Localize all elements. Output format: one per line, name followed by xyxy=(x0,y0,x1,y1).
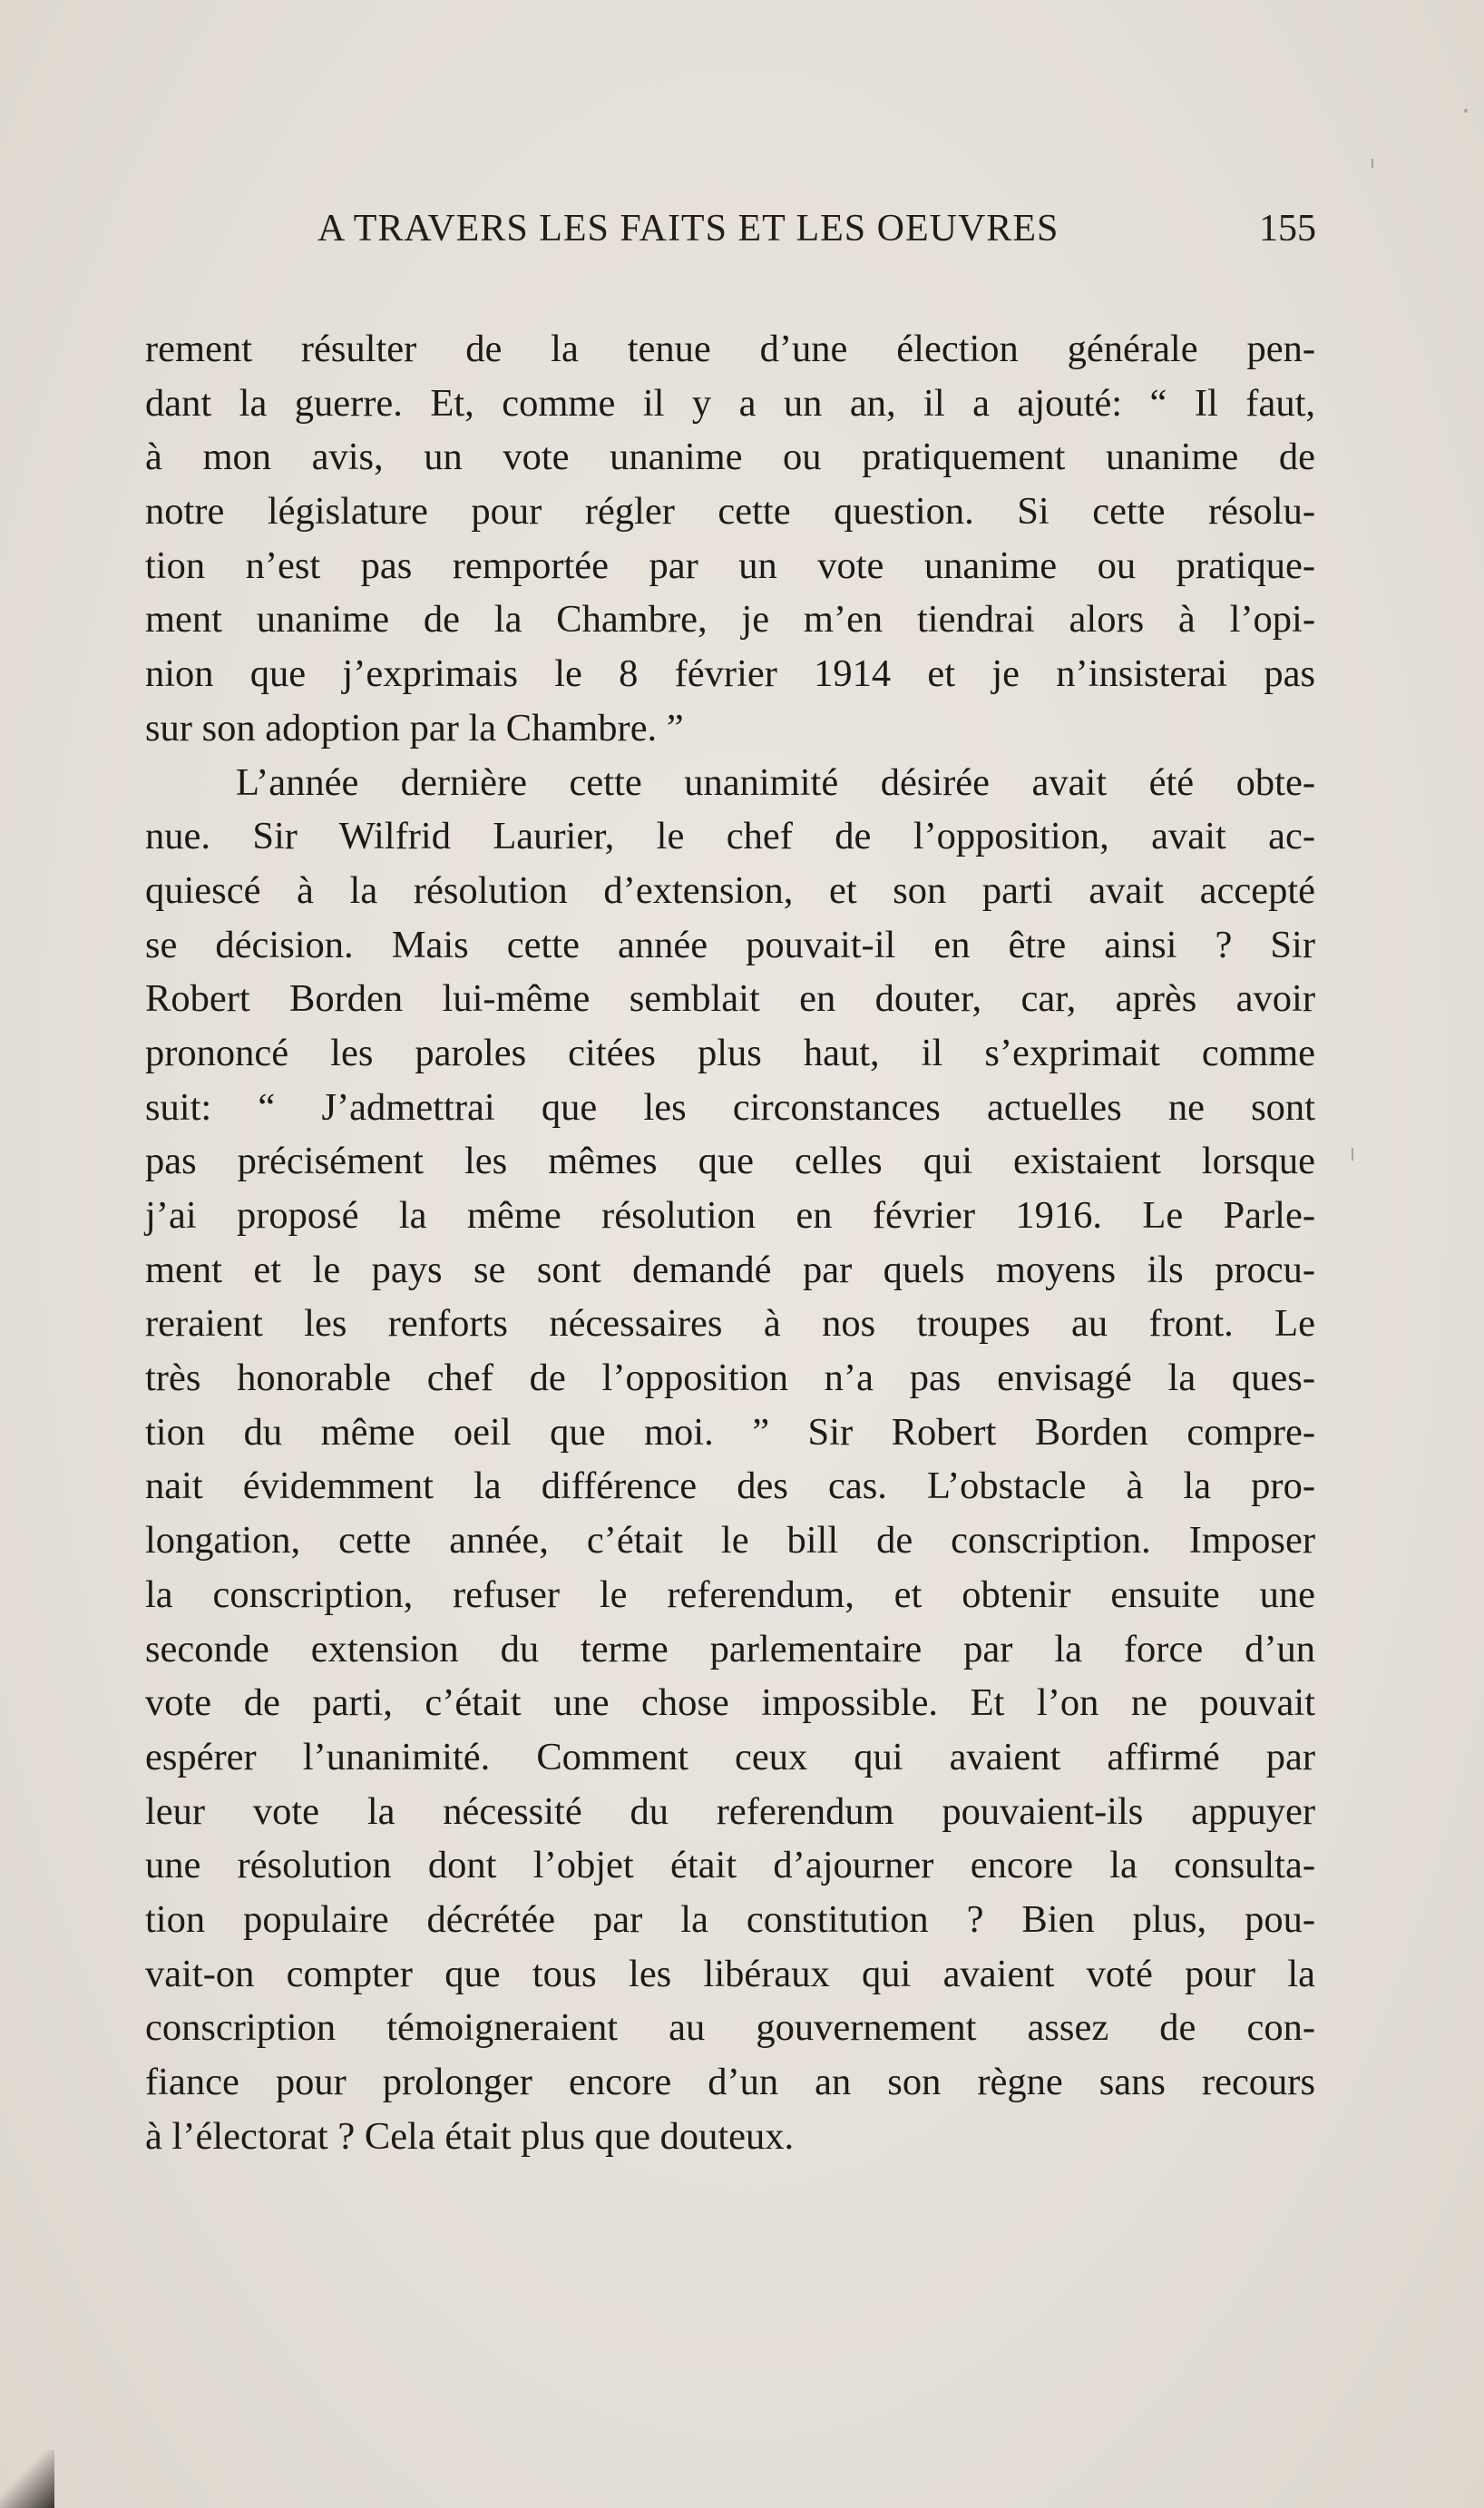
text-line: nait évidemment la différence des cas. L’obstacle à la pro- xyxy=(145,1465,1315,1508)
text-line: pas précisément les mêmes que celles qui existaient lorsque xyxy=(145,1140,1315,1183)
margin-speck xyxy=(1372,159,1373,168)
text-line: longation, cette année, c’était le bill de conscription. Imposer xyxy=(145,1519,1315,1563)
text-line: tion populaire décrétée par la constitution ? Bien plus, pou- xyxy=(145,1897,1315,1941)
text-line: sur son adoption par la Chambre. ” xyxy=(145,706,684,749)
text-line: vote de parti, c’était une chose impossible. Et l’on ne pouvait xyxy=(145,1681,1315,1725)
text-line: conscription témoigneraient au gouvernement assez de con- xyxy=(145,2006,1315,2050)
text-line: tion du même oeil que moi. ” Sir Robert Borden compre- xyxy=(145,1410,1315,1454)
text-line: Robert Borden lui-même semblait en douter, car, après avoir xyxy=(145,977,1315,1021)
text-line: j’ai proposé la même résolution en février 1916. Le Parle- xyxy=(145,1194,1315,1237)
text-line: prononcé les paroles citées plus haut, il s’exprimait comme xyxy=(145,1031,1315,1074)
text-line: fiance pour prolonger encore d’un an son règne sans recours xyxy=(145,2061,1315,2103)
text-line: suit: “ J’admettrai que les circonstances actuelles ne sont xyxy=(145,1085,1315,1129)
running-title: A TRAVERS LES FAITS ET LES OEUVRES xyxy=(317,208,1059,250)
margin-speck xyxy=(1352,1148,1353,1161)
text-line: la conscription, refuser le referendum, et obtenir ensuite une xyxy=(145,1572,1315,1616)
text-line: vait-on compter que tous les libéraux qui avaient voté pour la xyxy=(145,1952,1315,1995)
text-line: nion que j’exprimais le 8 février 1914 et je n’insisterai pas xyxy=(145,652,1315,696)
margin-speck xyxy=(1464,109,1468,113)
scan-edge-shadow xyxy=(0,2450,54,2508)
text-line: ment et le pays se sont demandé par quels moyens ils procu- xyxy=(145,1248,1315,1291)
running-head xyxy=(145,207,1324,261)
text-line: reraient les renforts nécessaires à nos troupes au front. Le xyxy=(145,1302,1315,1346)
text-line: seconde extension du terme parlementaire par la force d’un xyxy=(145,1627,1315,1670)
text-line: dant la guerre. Et, comme il y a un an, il a ajouté: “ Il faut, xyxy=(145,381,1315,425)
text-line: rement résulter de la tenue d’une élection générale pen- xyxy=(145,328,1315,370)
text-line: notre législature pour régler cette question. Si cette résolu- xyxy=(145,490,1315,534)
text-line: à mon avis, un vote unanime ou pratiquement unanime de xyxy=(145,436,1315,479)
text-line: leur vote la nécessité du referendum pouvaient-ils appuyer xyxy=(145,1789,1315,1833)
text-line: quiescé à la résolution d’extension, et son parti avait accepté xyxy=(145,868,1315,912)
text-line: se décision. Mais cette année pouvait-il en être ainsi ? Sir xyxy=(145,923,1315,966)
text-line: tion n’est pas remportée par un vote unanime ou pratique- xyxy=(145,544,1315,587)
text-line: nue. Sir Wilfrid Laurier, le chef de l’opposition, avait ac- xyxy=(145,815,1315,858)
text-line: ment unanime de la Chambre, je m’en tiendrai alors à l’opi- xyxy=(145,598,1315,642)
text-line: espérer l’unanimité. Comment ceux qui avaient affirmé par xyxy=(145,1735,1315,1778)
text-line: une résolution dont l’objet était d’ajourner encore la consulta- xyxy=(145,1844,1315,1887)
page-number: 155 xyxy=(1259,208,1316,250)
text-line: très honorable chef de l’opposition n’a pas envisagé la ques- xyxy=(145,1357,1315,1400)
text-line: L’année dernière cette unanimité désirée avait été obte- xyxy=(236,760,1315,804)
text-line: à l’électorat ? Cela était plus que douteux. xyxy=(145,2114,795,2158)
body-text xyxy=(145,322,1315,2163)
